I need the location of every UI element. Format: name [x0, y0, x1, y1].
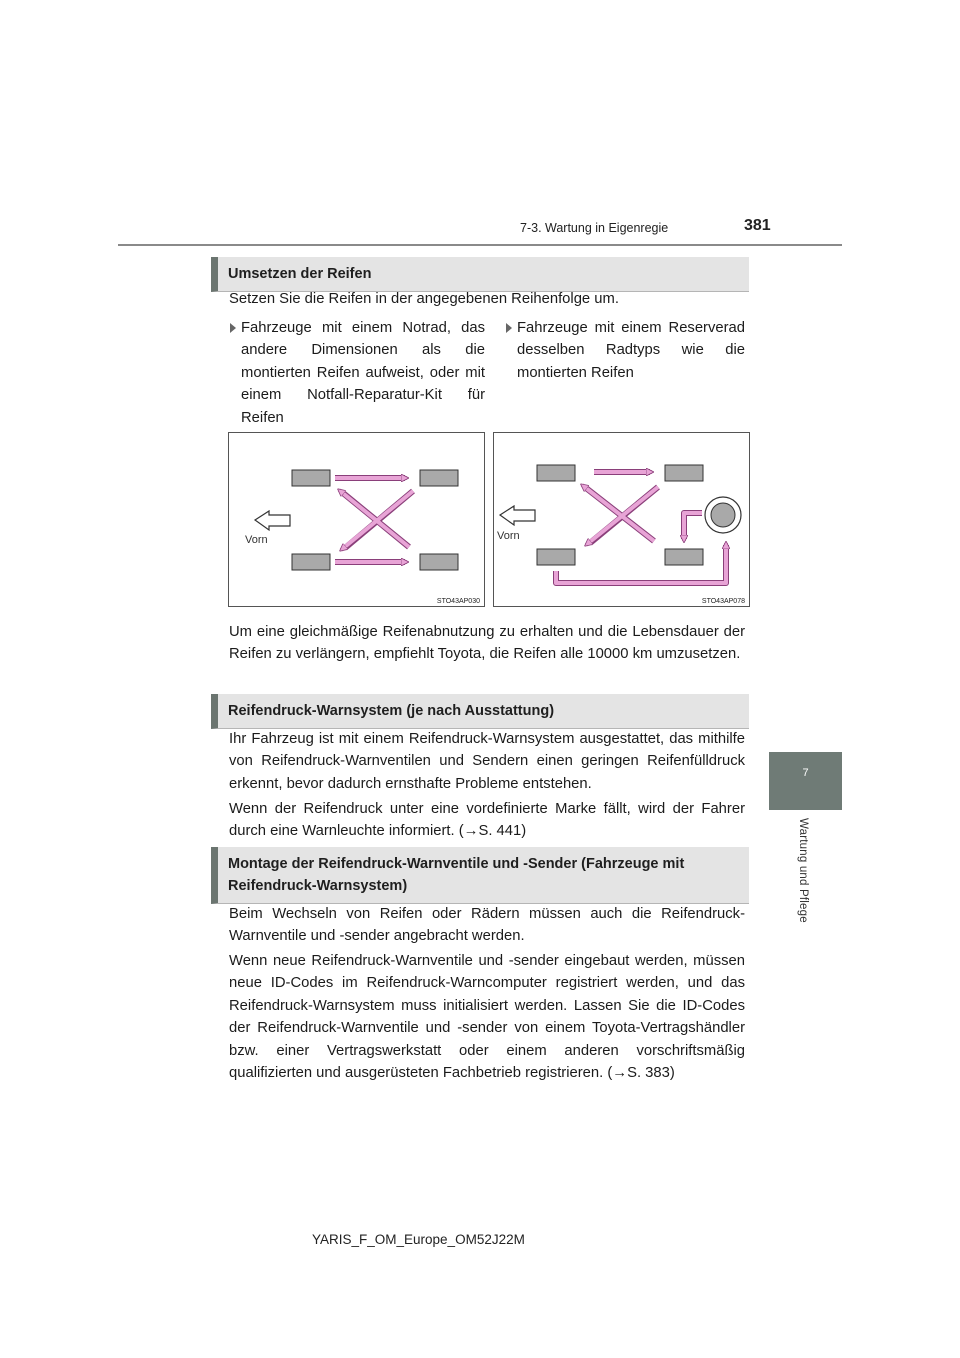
tire-rear-left	[292, 554, 330, 570]
tire-rear-left	[537, 549, 575, 565]
tire-rear-right	[665, 549, 703, 565]
tire-front-right	[420, 470, 458, 486]
bullet-spare-different	[241, 317, 485, 429]
heading-tpws: Reifendruck-Warnsystem (je nach Ausstattung)	[211, 694, 749, 729]
tire-rear-right	[420, 554, 458, 570]
front-label: Vorn	[497, 530, 520, 542]
mounting-register: Wenn neue Reifendruck-Warnventile und -sender eingebaut werden, müssen neue ID-Codes im Reifendruck-Warncomputer registriert werden, und das Reifendruck-Warnsystem muss initialisiert werden. Lassen Sie die ID-Codes der Reifendruck-Warnventile und -sender von einem Toyota-Vertragshändler bzw. einer Vertragswerkstatt oder einem anderen vorschriftsmäßig qualifizierten und ausgerüsteten Fachbetrieb registrieren. (→S. 383)	[229, 953, 745, 1082]
tpws-warning-light: Wenn der Reifendruck unter eine vordefinierte Marke fällt, wird der Fahrer durch eine Warnleuchte informiert. (→S. 441)	[229, 801, 745, 840]
page-number: 381	[744, 217, 771, 234]
front-direction-arrow-icon	[255, 511, 290, 530]
heading-valve-mounting: Montage der Reifendruck-Warnventile und -Sender (Fahrzeuge mit Reifendruck-Warnsystem)	[211, 847, 749, 904]
rotation-diagram-left	[229, 433, 484, 606]
bullet-text-left: Fahrzeuge mit einem Notrad, das andere Dimensionen als die montierten Reifen aufweist, oder mit einem Notfall-Reparatur-Kit für Reifen	[241, 320, 485, 426]
front-direction-arrow-icon	[500, 506, 535, 525]
tire-front-left	[292, 470, 330, 486]
rotation-intro: Setzen Sie die Reifen in der angegebenen Reihenfolge um.	[229, 291, 619, 307]
bullet-triangle-icon	[230, 323, 236, 333]
front-label: Vorn	[245, 534, 268, 546]
spare-tire-inner	[711, 503, 735, 527]
chapter-label: Wartung und Pflege	[797, 818, 809, 923]
rotation-diagram-right	[494, 433, 749, 606]
bullet-spare-same	[517, 317, 745, 384]
tire-front-right	[665, 465, 703, 481]
heading-tire-rotation: Umsetzen der Reifen	[211, 257, 749, 292]
rotation-recommendation: Um eine gleichmäßige Reifenabnutzung zu erhalten und die Lebensdauer der Reifen zu verlängern, empfiehlt Toyota, die Reifen alle 10000 km umzusetzen.	[229, 624, 745, 663]
bullet-text-right: Fahrzeuge mit einem Reserverad desselben Radtyps wie die montierten Reifen	[517, 320, 745, 381]
figure-rotation-5-tires	[493, 432, 750, 607]
figure-rotation-4-tires	[228, 432, 485, 607]
mounting-replace: Beim Wechseln von Reifen oder Rädern müssen auch die Reifendruck-Warnventile und -sender angebracht werden.	[229, 906, 745, 945]
section-path: 7-3. Wartung in Eigenregie	[520, 221, 669, 235]
chapter-number: 7	[802, 767, 809, 779]
figure-code-right: STO43AP078	[701, 598, 745, 605]
figure-code-left: STO43AP030	[436, 598, 480, 605]
tire-front-left	[537, 465, 575, 481]
tpws-description: Ihr Fahrzeug ist mit einem Reifendruck-Warnsystem ausgestattet, das mithilfe von Reifendruck-Warnventilen und Sendern einen geringen Reifenfülldruck erkennt, bevor dadurch ernsthafte Probleme entstehen.	[229, 731, 745, 792]
document-code: YARIS_F_OM_Europe_OM52J22M	[312, 1232, 525, 1247]
header-divider	[118, 244, 842, 246]
bullet-triangle-icon	[506, 323, 512, 333]
chapter-tab	[769, 752, 842, 810]
